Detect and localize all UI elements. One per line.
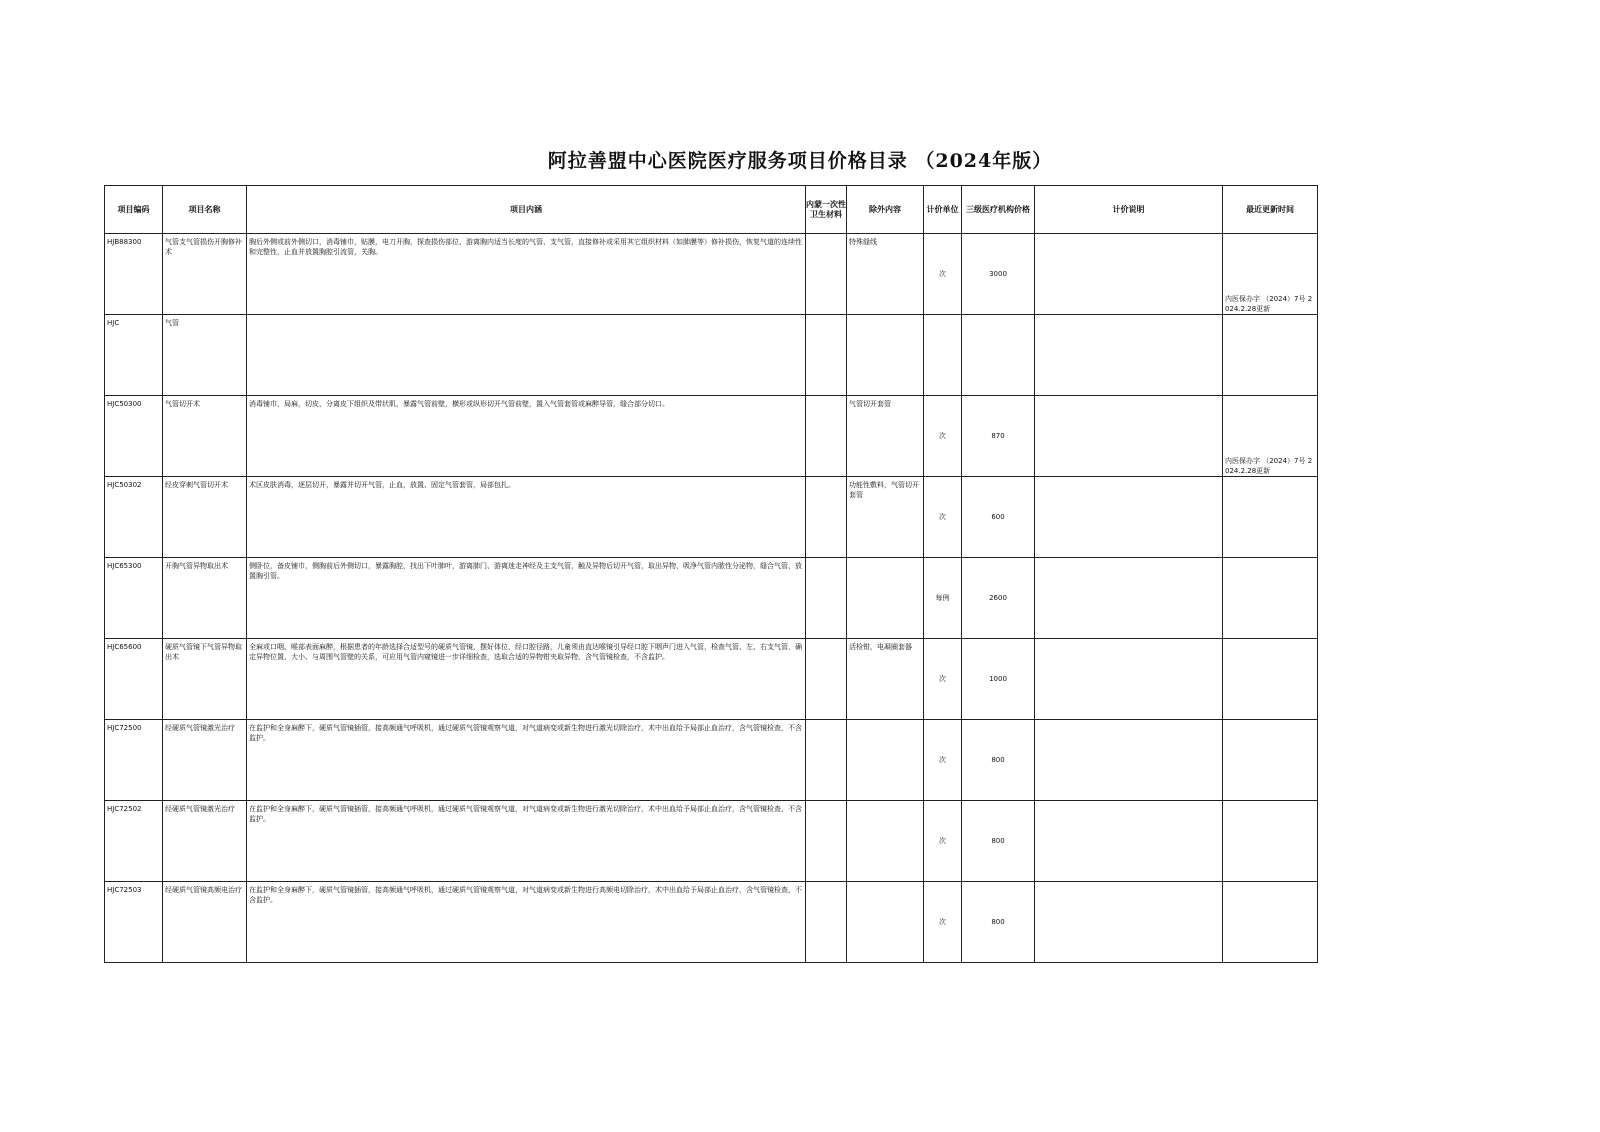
header-price: 三级医疗机构价格 xyxy=(962,186,1035,234)
item-name: 经皮穿刺气管切开术 xyxy=(163,477,247,558)
item-last-updated xyxy=(1223,720,1318,801)
item-exclusions xyxy=(847,558,924,639)
item-exclusions: 特殊缝线 xyxy=(847,234,924,315)
item-disposable-material xyxy=(806,396,847,477)
item-content: 在监护和全身麻醉下，硬质气管镜插管，接高频通气呼吸机，通过硬质气管镜观察气道，对气道病变或新生物进行激光切除治疗，术中出血给予局部止血治疗，含气管镜检查，不含监护。 xyxy=(247,801,806,882)
item-code: HJC50300 xyxy=(105,396,163,477)
item-name: 硬质气管镜下气管异物取出术 xyxy=(163,639,247,720)
item-code: HJC72503 xyxy=(105,882,163,963)
table-row xyxy=(105,720,1318,801)
item-code: HJC65600 xyxy=(105,639,163,720)
header-name: 项目名称 xyxy=(163,186,247,234)
item-name: 开胸气管异物取出术 xyxy=(163,558,247,639)
item-unit: 次 xyxy=(924,882,962,963)
header-exclusions: 除外内容 xyxy=(847,186,924,234)
table-row xyxy=(105,801,1318,882)
item-content: 全麻或口咽、喉部表面麻醉，根据患者的年龄选择合适型号的硬质气管镜，摆好体位，经口腔径路，儿童须由直达喉镜引导经口腔下咽声门进入气管，检查气管、左、右支气管，确定异物位置、大小、与周围气管壁的关系，可应用气管内窥镜进一步详细检查，选取合适的异物钳夹取异物，含气管镜检查，不含监护。 xyxy=(247,639,806,720)
header-content: 项目内涵 xyxy=(247,186,806,234)
item-disposable-material xyxy=(806,882,847,963)
item-code: HJB88300 xyxy=(105,234,163,315)
item-unit: 次 xyxy=(924,639,962,720)
item-disposable-material xyxy=(806,558,847,639)
table-row xyxy=(105,315,1318,396)
item-last-updated xyxy=(1223,639,1318,720)
item-unit: 每例 xyxy=(924,558,962,639)
price-catalog-table xyxy=(104,185,1318,963)
item-last-updated xyxy=(1223,315,1318,396)
item-last-updated xyxy=(1223,801,1318,882)
item-code: HJC xyxy=(105,315,163,396)
item-pricing-note xyxy=(1035,801,1223,882)
item-content: 在监护和全身麻醉下，硬质气管镜插管，接高频通气呼吸机，通过硬质气管镜观察气道，对气道病变或新生物进行高频电切除治疗，术中出血给予局部止血治疗，含气管镜检查，不含监护。 xyxy=(247,882,806,963)
table-row xyxy=(105,639,1318,720)
item-exclusions: 功能性敷料，气管切开套管 xyxy=(847,477,924,558)
item-pricing-note xyxy=(1035,558,1223,639)
item-exclusions xyxy=(847,882,924,963)
item-last-updated: 内医保办字 （2024）7号 2024.2.28更新 xyxy=(1223,234,1318,315)
item-price: 870 xyxy=(962,396,1035,477)
item-last-updated xyxy=(1223,882,1318,963)
item-pricing-note xyxy=(1035,477,1223,558)
item-price: 600 xyxy=(962,477,1035,558)
table-header-row xyxy=(105,186,1318,234)
item-unit xyxy=(924,315,962,396)
table-row xyxy=(105,396,1318,477)
item-pricing-note xyxy=(1035,396,1223,477)
item-pricing-note xyxy=(1035,882,1223,963)
item-price: 2600 xyxy=(962,558,1035,639)
item-exclusions: 气管切开套管 xyxy=(847,396,924,477)
item-content: 侧卧位，备皮铺巾，侧胸前后外侧切口，暴露胸腔，找出下叶肺叶，游离肺门、游离迷走神经及主支气管，触及异物后切开气管，取出异物，吸净气管内脓性分泌物，缝合气管，放置胸引管。 xyxy=(247,558,806,639)
item-price: 800 xyxy=(962,720,1035,801)
item-pricing-note xyxy=(1035,315,1223,396)
item-unit: 次 xyxy=(924,720,962,801)
item-price: 3000 xyxy=(962,234,1035,315)
item-price: 800 xyxy=(962,882,1035,963)
item-content: 在监护和全身麻醉下，硬质气管镜插管，接高频通气呼吸机，通过硬质气管镜观察气道，对气道病变或新生物进行激光切除治疗，术中出血给予局部止血治疗，含气管镜检查，不含监护。 xyxy=(247,720,806,801)
item-pricing-note xyxy=(1035,234,1223,315)
header-pricing-note: 计价说明 xyxy=(1035,186,1223,234)
item-code: HJC72502 xyxy=(105,801,163,882)
item-unit: 次 xyxy=(924,396,962,477)
item-price: 800 xyxy=(962,801,1035,882)
item-exclusions xyxy=(847,720,924,801)
item-name: 气管支气管损伤开胸修补术 xyxy=(163,234,247,315)
item-content xyxy=(247,315,806,396)
header-disposable-material: 内蒙一次性卫生材料 xyxy=(806,186,847,234)
item-content: 术区皮肤消毒，逐层切开，暴露并切开气管，止血，放置、固定气管套管，局部包扎。 xyxy=(247,477,806,558)
item-pricing-note xyxy=(1035,720,1223,801)
item-unit: 次 xyxy=(924,477,962,558)
item-name: 气管 xyxy=(163,315,247,396)
item-code: HJC72500 xyxy=(105,720,163,801)
item-name: 经硬质气管镜高频电治疗 xyxy=(163,882,247,963)
item-content: 胸后外侧或前外侧切口，消毒铺巾，贴膜，电刀开胸，探查损伤部位，游离胸内适当长度的气管、支气管，直接修补或采用其它组织材料（如肺膜等）修补损伤，恢复气道的连续性和完整性，止血并放置胸腔引流管，关胸。 xyxy=(247,234,806,315)
item-price: 1000 xyxy=(962,639,1035,720)
item-price xyxy=(962,315,1035,396)
item-exclusions xyxy=(847,315,924,396)
header-code: 项目编码 xyxy=(105,186,163,234)
item-last-updated xyxy=(1223,558,1318,639)
item-disposable-material xyxy=(806,720,847,801)
document-title: 阿拉善盟中心医院医疗服务项目价格目录 （2024年版） xyxy=(547,150,1053,172)
item-pricing-note xyxy=(1035,639,1223,720)
item-exclusions: 活检钳，电凝圈套器 xyxy=(847,639,924,720)
item-disposable-material xyxy=(806,801,847,882)
header-last-updated: 最近更新时间 xyxy=(1223,186,1318,234)
item-content: 消毒铺巾，局麻，切皮，分离皮下组织及带状肌，暴露气管前壁，横形或纵形切开气管前壁，置入气管套管或麻醉导管，缝合部分切口。 xyxy=(247,396,806,477)
item-last-updated: 内医保办字 （2024）7号 2024.2.28更新 xyxy=(1223,396,1318,477)
item-name: 经硬质气管镜激光治疗 xyxy=(163,720,247,801)
table-row xyxy=(105,882,1318,963)
item-name: 经硬质气管镜激光治疗 xyxy=(163,801,247,882)
item-disposable-material xyxy=(806,477,847,558)
table-row xyxy=(105,234,1318,315)
item-unit: 次 xyxy=(924,801,962,882)
item-exclusions xyxy=(847,801,924,882)
item-disposable-material xyxy=(806,234,847,315)
item-last-updated xyxy=(1223,477,1318,558)
table-row xyxy=(105,558,1318,639)
item-name: 气管切开术 xyxy=(163,396,247,477)
item-code: HJC65300 xyxy=(105,558,163,639)
item-disposable-material xyxy=(806,315,847,396)
item-code: HJC50302 xyxy=(105,477,163,558)
item-disposable-material xyxy=(806,639,847,720)
table-row xyxy=(105,477,1318,558)
header-unit: 计价单位 xyxy=(924,186,962,234)
item-unit: 次 xyxy=(924,234,962,315)
